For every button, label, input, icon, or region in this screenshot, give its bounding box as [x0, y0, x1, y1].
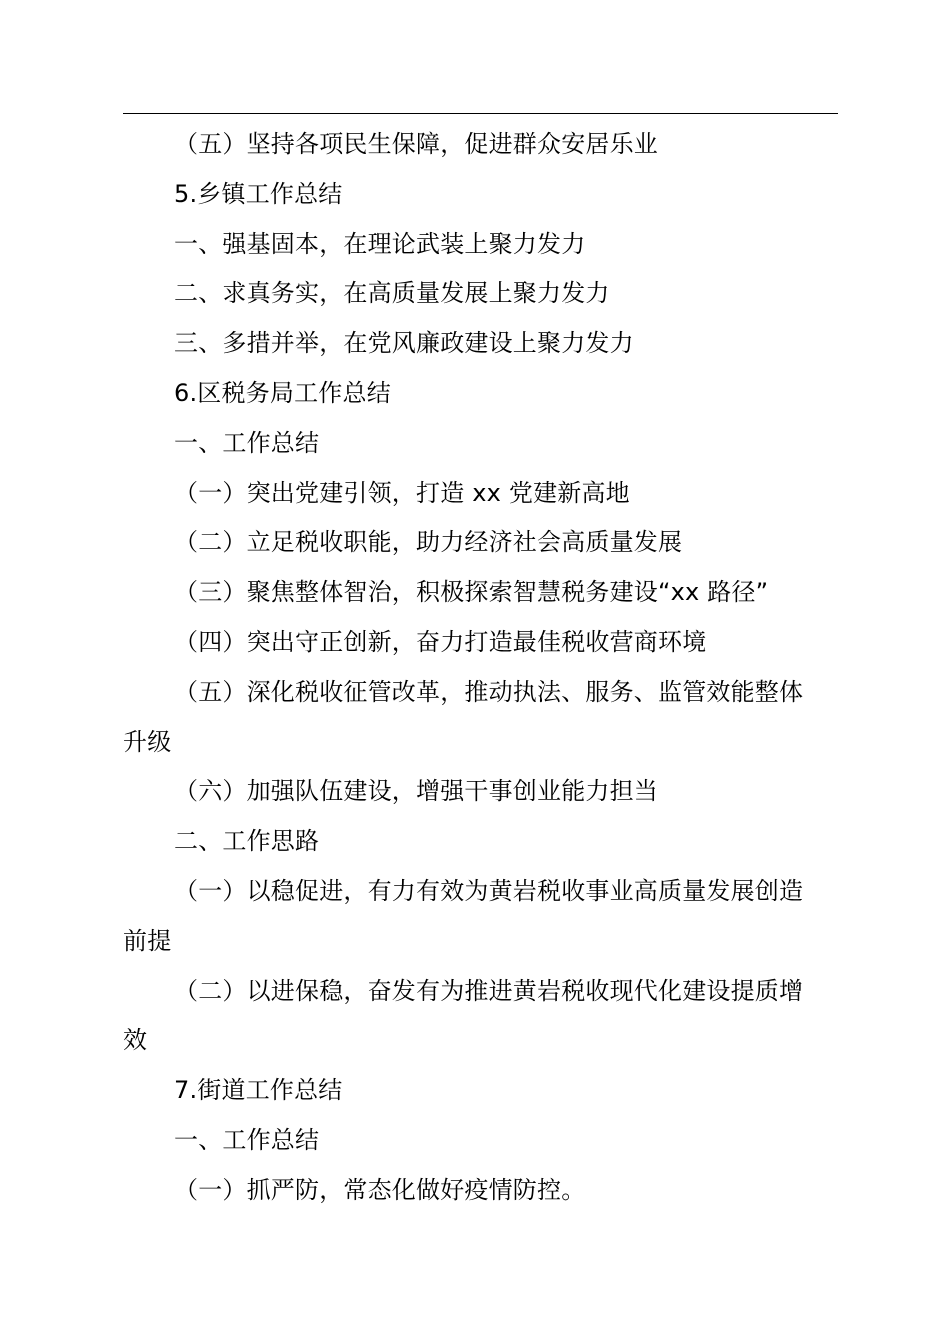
- paragraph-continuation: 效: [123, 1026, 148, 1055]
- section-heading: 7.街道工作总结: [174, 1076, 343, 1105]
- paragraph-continuation: 前提: [123, 926, 172, 955]
- paragraph-line: 二、工作思路: [174, 827, 320, 856]
- paragraph-line: （二）立足税收职能，助力经济社会高质量发展: [174, 528, 683, 557]
- paragraph-line: （六）加强队伍建设，增强干事创业能力担当: [174, 777, 658, 806]
- section-heading: 5.乡镇工作总结: [174, 179, 343, 208]
- paragraph-line: （一）突出党建引领，打造 xx 党建新高地: [174, 478, 630, 507]
- paragraph-line: 三、多措并举，在党风廉政建设上聚力发力: [174, 329, 634, 358]
- paragraph-line: 二、求真务实，在高质量发展上聚力发力: [174, 279, 610, 308]
- paragraph-line: 一、强基固本，在理论武装上聚力发力: [174, 229, 586, 258]
- paragraph-line: （三）聚焦整体智治，积极探索智慧税务建设“xx 路径”: [174, 578, 769, 607]
- section-heading: 6.区税务局工作总结: [174, 378, 391, 407]
- paragraph-line: （五）坚持各项民生保障，促进群众安居乐业: [174, 130, 658, 158]
- paragraph-line: （五）深化税收征管改革，推动执法、服务、监管效能整体: [174, 677, 804, 706]
- paragraph-line: （二）以进保稳，奋发有为推进黄岩税收现代化建设提质增: [174, 976, 804, 1005]
- paragraph-line: （一）抓严防，常态化做好疫情防控。: [174, 1175, 586, 1204]
- paragraph-line: 一、工作总结: [174, 1125, 320, 1154]
- header-rule: [123, 113, 838, 114]
- paragraph-line: 一、工作总结: [174, 428, 320, 457]
- paragraph-continuation: 升级: [123, 727, 172, 756]
- paragraph-line: （一）以稳促进，有力有效为黄岩税收事业高质量发展创造: [174, 876, 804, 905]
- document-body: [123, 120, 841, 1216]
- paragraph-line: （四）突出守正创新，奋力打造最佳税收营商环境: [174, 627, 707, 656]
